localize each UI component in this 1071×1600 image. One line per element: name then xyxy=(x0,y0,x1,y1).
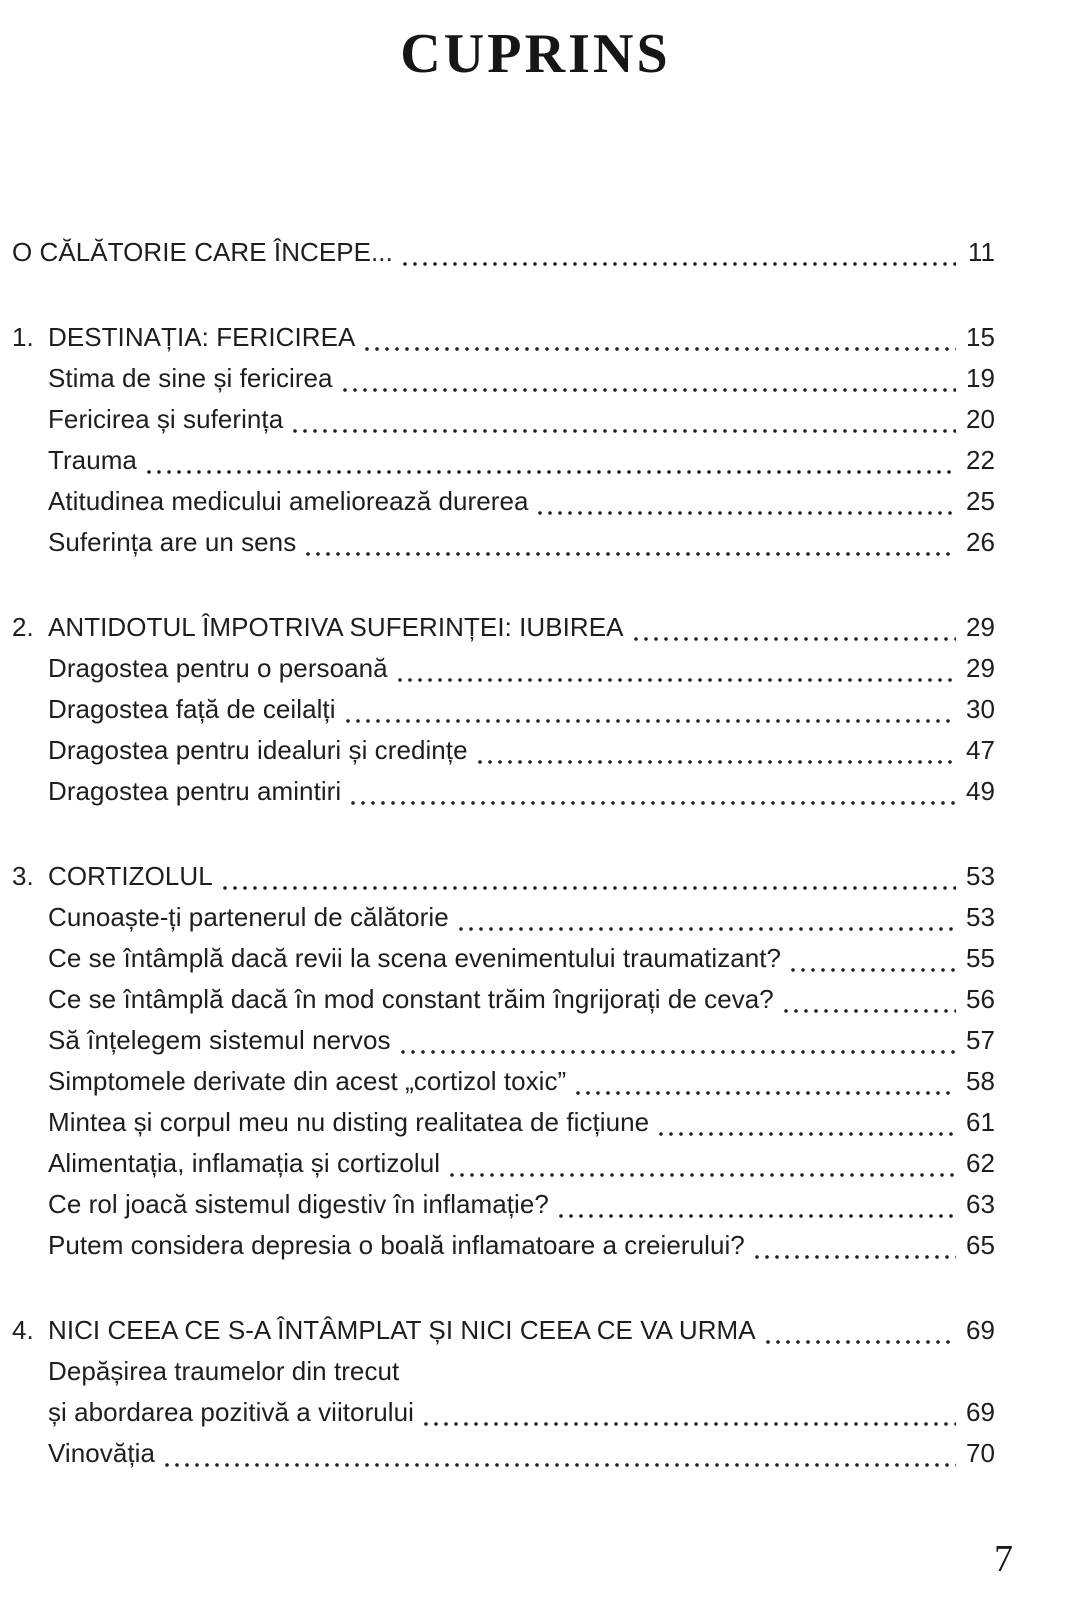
dot-leader xyxy=(220,885,956,891)
entry-page-number: 53 xyxy=(965,902,995,932)
entry-label: DESTINAȚIA: FERICIREA xyxy=(48,322,356,352)
dot-leader xyxy=(456,926,956,932)
entry-label: CORTIZOLUL xyxy=(48,861,213,891)
entry-label: Alimentația, inflamația și cortizolul xyxy=(48,1148,441,1178)
entry-page-number: 29 xyxy=(965,653,995,683)
toc-sub-row xyxy=(12,1102,995,1143)
entry-label: Ce se întâmplă dacă revii la scena evenimentului traumatizant? xyxy=(48,943,782,973)
dot-leader xyxy=(763,1339,956,1345)
entry-page-number: 15 xyxy=(965,322,995,352)
entry-page-number: 57 xyxy=(965,1025,995,1055)
entry-page-number: 65 xyxy=(965,1230,995,1260)
dot-leader xyxy=(340,387,956,393)
toc-sub-row xyxy=(12,358,995,399)
toc-list xyxy=(12,232,995,1474)
toc-sub-row xyxy=(12,730,995,771)
toc-sub-row xyxy=(12,1392,995,1433)
entry-label: Vinovăția xyxy=(48,1438,155,1468)
dot-leader xyxy=(475,759,956,765)
entry-page-number: 69 xyxy=(965,1397,995,1427)
dot-leader xyxy=(398,1049,956,1055)
folio-page-number: 7 xyxy=(994,1538,1013,1580)
chapter-number: 2. xyxy=(12,612,34,642)
toc-chapter-row xyxy=(12,856,995,897)
entry-page-number: 62 xyxy=(965,1148,995,1178)
entry-page-number: 58 xyxy=(965,1066,995,1096)
entry-page-number: 20 xyxy=(965,404,995,434)
chapter-number: 1. xyxy=(12,322,34,352)
entry-page-number: 26 xyxy=(965,527,995,557)
dot-leader xyxy=(421,1421,956,1427)
toc-sub-row xyxy=(12,440,995,481)
toc-sub-row xyxy=(12,897,995,938)
entry-page-number: 61 xyxy=(965,1107,995,1137)
toc-sub-row xyxy=(12,689,995,730)
entry-label: și abordarea pozitivă a viitorului xyxy=(48,1397,414,1427)
entry-label: Dragostea față de ceilalți xyxy=(48,694,336,724)
entry-label: O CĂLĂTORIE CARE ÎNCEPE... xyxy=(12,237,393,267)
toc-sub-row xyxy=(12,481,995,522)
dot-leader xyxy=(556,1213,956,1219)
toc-sub-row xyxy=(12,1184,995,1225)
entry-page-number: 47 xyxy=(965,735,995,765)
dot-leader xyxy=(573,1090,956,1096)
entry-page-number: 55 xyxy=(965,943,995,973)
entry-label: ANTIDOTUL ÎMPOTRIVA SUFERINȚEI: IUBIREA xyxy=(48,612,624,642)
entry-label: Stima de sine și fericirea xyxy=(48,363,333,393)
chapter-number: 3. xyxy=(12,861,34,891)
dot-leader xyxy=(447,1172,956,1178)
entry-page-number: 69 xyxy=(965,1315,995,1345)
toc-sub-row xyxy=(12,399,995,440)
toc-chapter-row xyxy=(12,607,995,648)
toc-sub-row xyxy=(12,1225,995,1266)
entry-label: Depășirea traumelor din trecut xyxy=(48,1356,400,1386)
entry-page-number: 25 xyxy=(965,486,995,516)
toc-chapter-row xyxy=(12,317,995,358)
dot-leader xyxy=(290,428,956,434)
dot-leader xyxy=(656,1131,956,1137)
toc-sub-row xyxy=(12,1433,995,1474)
entry-label: Atitudinea medicului ameliorează durerea xyxy=(48,486,529,516)
chapter-number: 4. xyxy=(12,1315,34,1345)
dot-leader xyxy=(348,800,956,806)
toc-sub-row xyxy=(12,938,995,979)
entry-label: Să înțelegem sistemul nervos xyxy=(48,1025,391,1055)
entry-page-number: 49 xyxy=(965,776,995,806)
dot-leader xyxy=(343,718,956,724)
entry-page-number: 29 xyxy=(965,612,995,642)
entry-label: Ce rol joacă sistemul digestiv în inflamație? xyxy=(48,1189,549,1219)
entry-label: Dragostea pentru idealuri și credințe xyxy=(48,735,468,765)
dot-leader xyxy=(362,346,956,352)
entry-page-number: 11 xyxy=(967,237,995,267)
dot-leader xyxy=(535,510,956,516)
dot-leader xyxy=(162,1462,956,1468)
toc-sub-row xyxy=(12,979,995,1020)
entry-label: Suferința are un sens xyxy=(48,527,297,557)
entry-label: Cunoaște-ți partenerul de călătorie xyxy=(48,902,449,932)
dot-leader xyxy=(144,469,956,475)
entry-page-number: 19 xyxy=(965,363,995,393)
entry-label: Ce se întâmplă dacă în mod constant trăim îngrijorați de ceva? xyxy=(48,984,774,1014)
dot-leader xyxy=(788,967,956,973)
entry-label: Mintea și corpul meu nu disting realitatea de ficțiune xyxy=(48,1107,650,1137)
dot-leader xyxy=(752,1254,956,1260)
entry-label: Simptomele derivate din acest „cortizol toxic” xyxy=(48,1066,567,1096)
entry-page-number: 70 xyxy=(965,1438,995,1468)
dot-leader xyxy=(303,551,956,557)
entry-label: Putem considera depresia o boală inflamatoare a creierului? xyxy=(48,1230,745,1260)
page-title: CUPRINS xyxy=(400,23,671,85)
entry-label: Trauma xyxy=(48,445,137,475)
entry-page-number: 56 xyxy=(965,984,995,1014)
toc-sub-row xyxy=(12,1351,995,1392)
dot-leader xyxy=(395,677,956,683)
toc-chapter-row xyxy=(12,1310,995,1351)
dot-leader xyxy=(781,1008,956,1014)
toc-sub-row xyxy=(12,1143,995,1184)
toc-sub-row xyxy=(12,771,995,812)
entry-label: Dragostea pentru amintiri xyxy=(48,776,342,806)
dot-leader xyxy=(400,261,956,267)
entry-label: NICI CEEA CE S-A ÎNTÂMPLAT ȘI NICI CEEA CE VA URMA xyxy=(48,1315,756,1345)
toc-preamble-row xyxy=(12,232,995,273)
entry-page-number: 53 xyxy=(965,861,995,891)
entry-page-number: 30 xyxy=(965,694,995,724)
entry-label: Dragostea pentru o persoană xyxy=(48,653,388,683)
toc-sub-row xyxy=(12,1061,995,1102)
toc-sub-row xyxy=(12,522,995,563)
entry-page-number: 22 xyxy=(965,445,995,475)
dot-leader xyxy=(631,636,956,642)
entry-label: Fericirea și suferința xyxy=(48,404,284,434)
toc-sub-row xyxy=(12,1020,995,1061)
toc-sub-row xyxy=(12,648,995,689)
entry-page-number: 63 xyxy=(965,1189,995,1219)
